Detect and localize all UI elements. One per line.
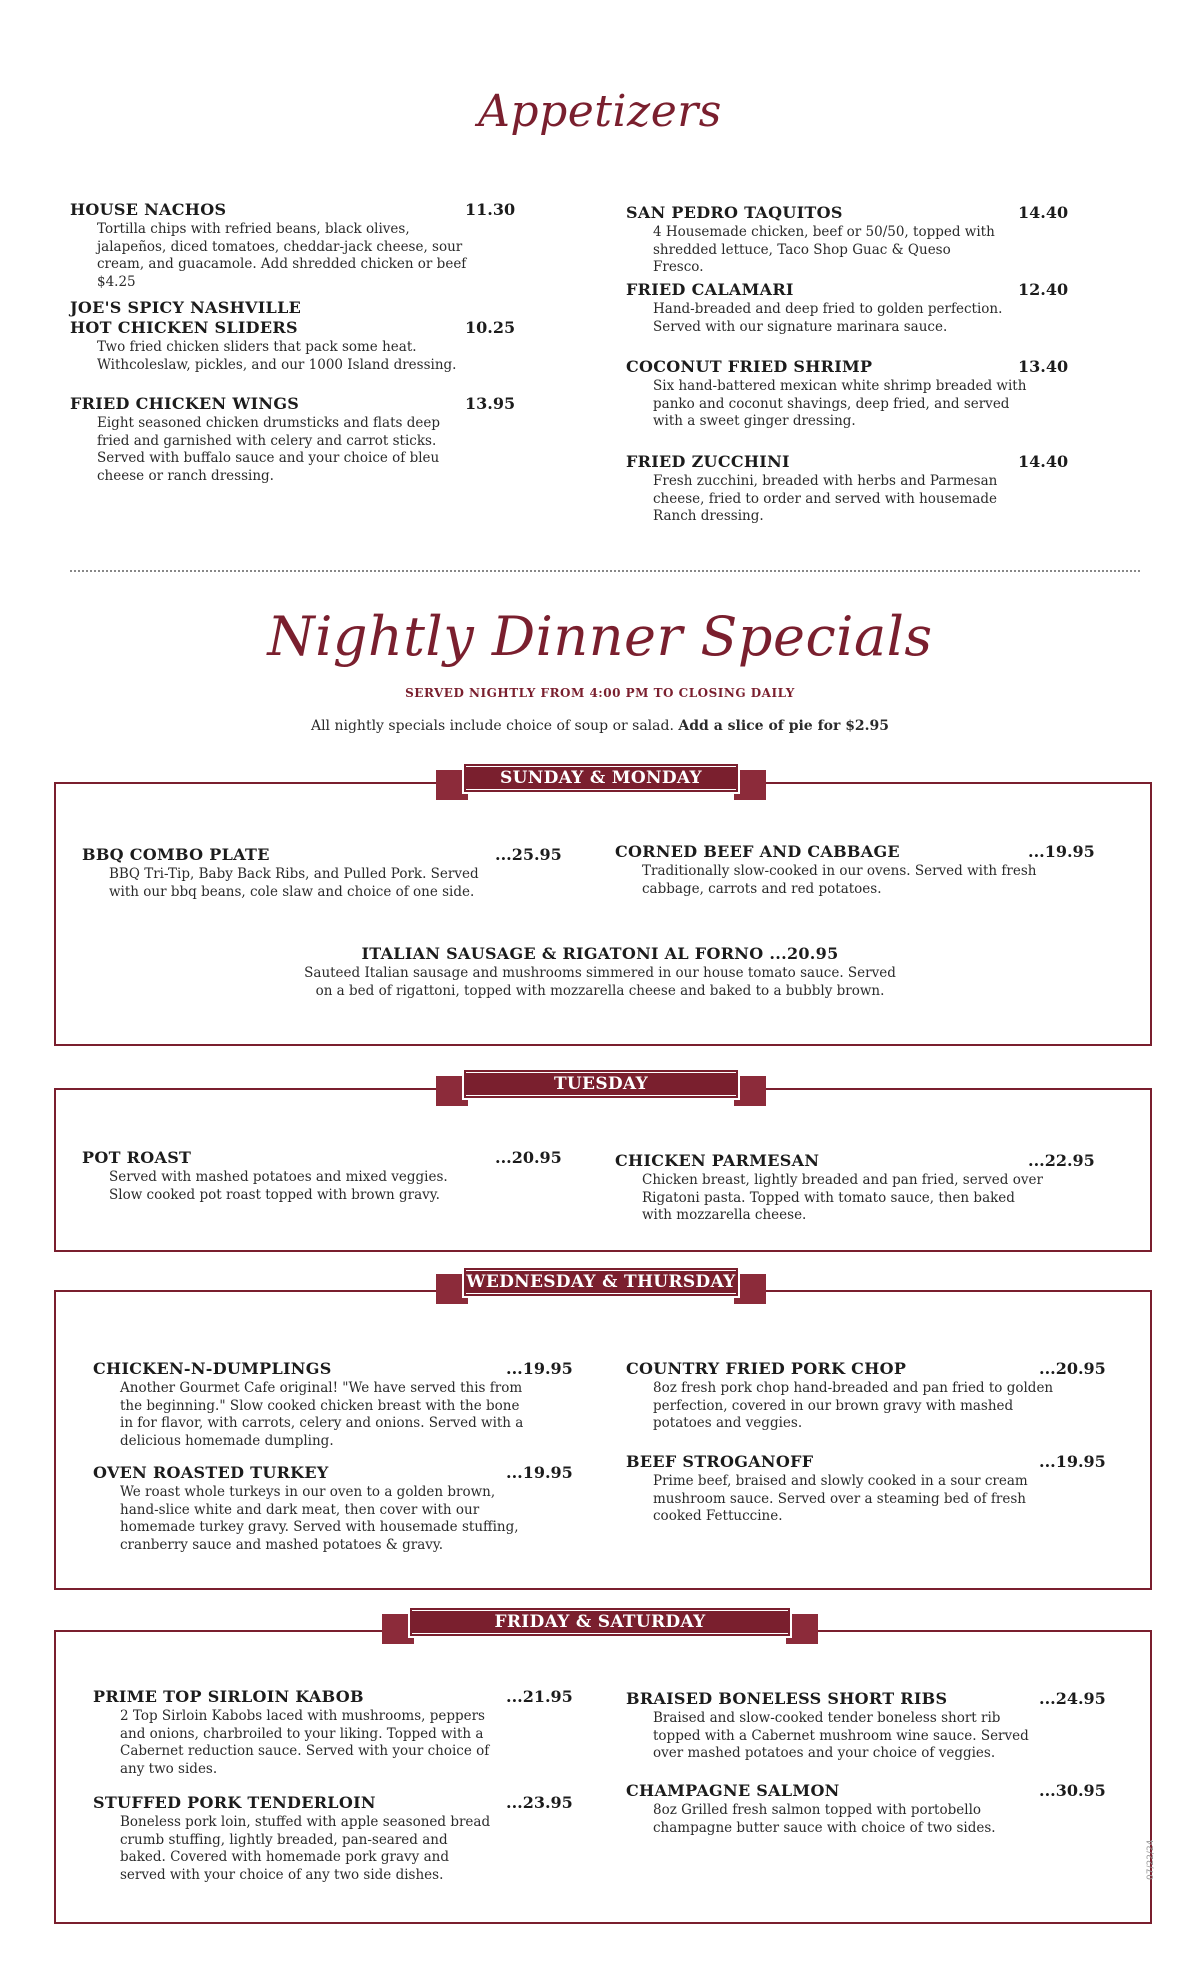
item-name: JOE'S SPICY NASHVILLE — [70, 298, 302, 317]
menu-item — [615, 842, 1095, 898]
item-name: POT ROAST — [82, 1148, 192, 1167]
dinner-note-bold: Add a slice of pie for $2.95 — [678, 718, 890, 734]
item-description: Traditionally slow-cooked in our ovens. Served with fresh cabbage, carrots and red potatoes. — [642, 863, 1037, 897]
menu-item — [626, 1359, 1106, 1433]
item-price: 14.40 — [1018, 203, 1069, 222]
menu-item — [615, 1151, 1095, 1225]
item-price: 10.25 — [465, 318, 516, 337]
item-description: 4 Housemade chicken, beef or 50/50, topped with shredded lettuce, Taco Shop Guac & Queso Fresco. — [653, 224, 995, 275]
menu-item — [93, 1359, 573, 1450]
item-name: BRAISED BONELESS SHORT RIBS — [626, 1689, 948, 1708]
item-description: Chicken breast, lightly breaded and pan fried, served over Rigatoni pasta. Topped with tomato sauce, then baked with mozzarella cheese. — [642, 1172, 1043, 1223]
item-name: FRIED ZUCCHINI — [626, 452, 790, 471]
item-price: ...25.95 — [495, 845, 562, 864]
dinner-specials-title: Nightly Dinner Specials — [267, 605, 933, 668]
item-price: 13.40 — [1018, 357, 1069, 376]
item-description: Prime beef, braised and slowly cooked in a sour cream mushroom sauce. Served over a steaming bed of fresh cooked Fettuccine. — [653, 1473, 1028, 1524]
item-name: STUFFED PORK TENDERLOIN — [93, 1793, 376, 1812]
item-description: Another Gourmet Cafe original! "We have served this from the beginning." Slow cooked chicken breast with the bone in for flavor, with carrots, celery and onions. Served with a delicious homemade dumpling. — [120, 1380, 524, 1449]
item-price: ...20.95 — [1039, 1359, 1106, 1378]
item-price: ...23.95 — [506, 1793, 573, 1812]
item-description-line1: Sauteed Italian sausage and mushrooms simmered in our house tomato sauce. Served — [304, 965, 896, 981]
item-description: 8oz Grilled fresh salmon topped with portobello champagne butter sauce with choice of two sides. — [653, 1802, 996, 1836]
section-banner — [436, 1266, 766, 1304]
item-description: 8oz fresh pork chop hand-breaded and pan fried to golden perfection, covered in our brown gravy with mashed potatoes and veggies. — [653, 1380, 1054, 1431]
item-name: CHICKEN PARMESAN — [615, 1151, 820, 1170]
item-price: ...30.95 — [1039, 1781, 1106, 1800]
item-name: FRIED CALAMARI — [626, 280, 794, 299]
section-label: TUESDAY — [462, 1068, 740, 1100]
section-banner — [436, 762, 766, 800]
menu-item — [82, 845, 562, 901]
item-description: BBQ Tri-Tip, Baby Back Ribs, and Pulled Pork. Served with our bbq beans, cole slaw and choice of one side. — [109, 866, 479, 900]
section-banner — [436, 1068, 766, 1106]
item-name: CORNED BEEF AND CABBAGE — [615, 842, 900, 861]
item-description: We roast whole turkeys in our oven to a golden brown, hand-slice white and dark meat, then cover with our homemade turkey gravy. Served with housemade stuffing, cranberry sauce and mashed potatoes & gravy. — [120, 1484, 519, 1553]
item-price: ...19.95 — [1039, 1452, 1106, 1471]
item-name: COCONUT FRIED SHRIMP — [626, 357, 873, 376]
item-price: ...21.95 — [506, 1687, 573, 1706]
section-label: FRIDAY & SATURDAY — [408, 1606, 792, 1638]
menu-item — [626, 1689, 1106, 1763]
menu-item — [93, 1793, 573, 1884]
dotted-divider — [70, 570, 1140, 572]
menu-item — [626, 452, 1069, 526]
item-price: 13.95 — [465, 394, 516, 413]
section-label: WEDNESDAY & THURSDAY — [462, 1266, 740, 1298]
item-name: BEEF STROGANOFF — [626, 1452, 814, 1471]
section-box-sunday-monday — [54, 782, 1152, 1046]
menu-item — [93, 1687, 573, 1778]
menu-item — [82, 1148, 562, 1204]
item-description: Two fried chicken sliders that pack some heat. Withcoleslaw, pickles, and our 1000 Island dressing. — [97, 339, 457, 373]
menu-item — [626, 1781, 1106, 1837]
item-description: 2 Top Sirloin Kabobs laced with mushrooms, peppers and onions, charbroiled to your liking. Topped with a Cabernet reduction sauce. Served with your choice of any two sides. — [120, 1708, 490, 1777]
item-name: CHICKEN-N-DUMPLINGS — [93, 1359, 332, 1378]
item-name: SAN PEDRO TAQUITOS — [626, 203, 843, 222]
item-description: Boneless pork loin, stuffed with apple seasoned bread crumb stuffing, lightly breaded, pan-seared and baked. Covered with homemade pork gravy and served with your choice of any two side dishes. — [120, 1814, 491, 1883]
dinner-subtitle: SERVED NIGHTLY FROM 4:00 PM TO CLOSING DAILY — [405, 686, 795, 700]
menu-item — [626, 203, 1069, 277]
item-price: 14.40 — [1018, 452, 1069, 471]
item-price: 11.30 — [465, 200, 516, 219]
menu-item — [70, 394, 516, 485]
item-price: ...19.95 — [506, 1359, 573, 1378]
appetizers-title: Appetizers — [478, 86, 722, 137]
item-name: FRIED CHICKEN WINGS — [70, 394, 300, 413]
section-label: SUNDAY & MONDAY — [462, 762, 740, 794]
item-description: Tortilla chips with refried beans, black olives, jalapeños, diced tomatoes, cheddar-jack cheese, sour cream, and guacamole. Add shredded chicken or beef $4.25 — [97, 221, 467, 290]
item-description-line2: on a bed of rigattoni, topped with mozzarella cheese and baked to a bubbly brown. — [315, 983, 885, 999]
item-description: Fresh zucchini, breaded with herbs and Parmesan cheese, fried to order and served with housemade Ranch dressing. — [653, 473, 998, 524]
item-price: ...20.95 — [495, 1148, 562, 1167]
menu-item — [626, 357, 1069, 431]
item-price: ...19.95 — [506, 1463, 573, 1482]
item-price: ...22.95 — [1028, 1151, 1095, 1170]
section-banner — [382, 1606, 818, 1644]
item-price: 12.40 — [1018, 280, 1069, 299]
item-description: Served with mashed potatoes and mixed veggies. Slow cooked pot roast topped with brown gravy. — [109, 1169, 448, 1203]
item-name: PRIME TOP SIRLOIN KABOB — [93, 1687, 364, 1706]
menu-item — [93, 1463, 573, 1554]
dinner-note-text: All nightly specials include choice of soup or salad. — [310, 718, 674, 734]
item-name: HOUSE NACHOS — [70, 200, 227, 219]
item-description: Six hand-battered mexican white shrimp breaded with panko and coconut shavings, deep fried, and served with a sweet ginger dressing. — [653, 378, 1027, 429]
menu-item-centered — [0, 944, 1200, 1000]
menu-item — [70, 298, 516, 374]
item-name: CHAMPAGNE SALMON — [626, 1781, 840, 1800]
item-description: Eight seasoned chicken drumsticks and flats deep fried and garnished with celery and carrot sticks. Served with buffalo sauce and your choice of bleu cheese or ranch dressing. — [97, 415, 441, 484]
item-name: BBQ COMBO PLATE — [82, 845, 270, 864]
item-description: Hand-breaded and deep fried to golden perfection. Served with our signature marinara sauce. — [653, 301, 1003, 335]
date-code: 07/22/24 — [1146, 1839, 1156, 1880]
item-name: COUNTRY FRIED PORK CHOP — [626, 1359, 907, 1378]
menu-item — [70, 200, 516, 291]
item-price: ...19.95 — [1028, 842, 1095, 861]
item-name: ITALIAN SAUSAGE & RIGATONI AL FORNO ...20.95 — [361, 944, 839, 963]
item-description: Braised and slow-cooked tender boneless short rib topped with a Cabernet mushroom wine sauce. Served over mashed potatoes and your choice of veggies. — [653, 1710, 1029, 1761]
menu-item — [626, 1452, 1106, 1526]
item-price: ...24.95 — [1039, 1689, 1106, 1708]
item-name: OVEN ROASTED TURKEY — [93, 1463, 329, 1482]
item-name-line2: HOT CHICKEN SLIDERS — [70, 318, 298, 337]
dinner-note — [0, 718, 1200, 734]
menu-item — [626, 280, 1069, 336]
